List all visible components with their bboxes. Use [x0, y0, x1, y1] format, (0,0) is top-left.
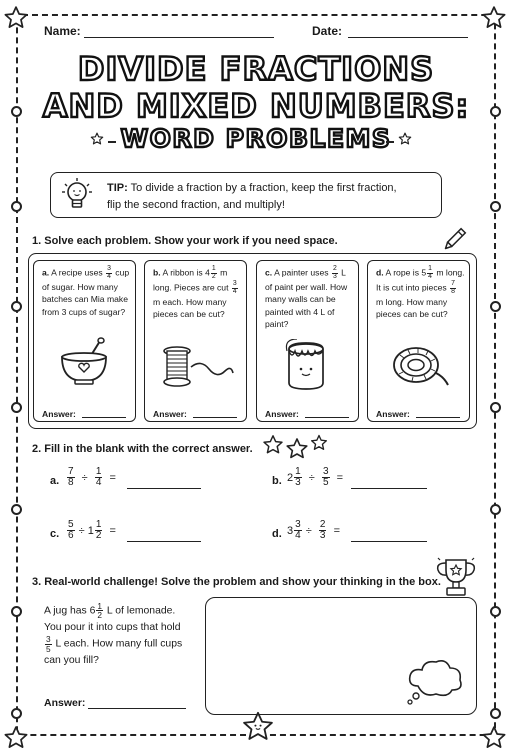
problem-d-text: d. A rope is 5 $\frac{1}{4}$ m long. It is cut into pieces $\frac{7}{8}$ m long. How many pieces can be cut?: [376, 265, 465, 319]
dash-decoration: [108, 141, 116, 143]
ribbon-spool-icon: [161, 345, 235, 389]
dash-decoration: [386, 141, 394, 143]
answer-label: Answer:: [153, 409, 187, 419]
border-hole: [490, 504, 501, 515]
border-hole: [490, 708, 501, 719]
border-hole: [11, 708, 22, 719]
tip-box: [50, 172, 442, 218]
border-hole: [11, 402, 22, 413]
star-icon: [262, 434, 284, 456]
problem-card-a: [33, 260, 136, 422]
title-line-3: WORD PROBLEMS: [120, 124, 392, 153]
tip-text: [107, 180, 437, 214]
problem-b-text: b. A ribbon is 4 $\frac{1}{2}$ m long. Pieces are cut $\frac{3}{4}$ m each. How many pieces can be cut?: [153, 265, 237, 319]
challenge-answer-label: Answer:: [44, 697, 86, 709]
answer-line-b[interactable]: [193, 417, 237, 418]
tip-label: TIP:: [107, 182, 128, 194]
border-hole: [490, 606, 501, 617]
name-label: Name:: [44, 24, 81, 38]
problem-a-text: a. A recipe uses $\frac{3}{4}$ cup of sugar. How many batches can Mia make from 3 cups of sugar?: [42, 265, 130, 317]
star-icon: [3, 725, 29, 751]
smiling-star-icon: [241, 710, 275, 744]
star-icon: [90, 132, 104, 146]
section-1-heading: 1. Solve each problem. Show your work if you need space.: [32, 235, 338, 247]
star-icon: [481, 725, 507, 751]
expression-b: 2 $\frac{1}{3}$ ÷ $\frac{3}{5}$ =: [287, 466, 344, 488]
pencil-icon: [440, 226, 468, 254]
problem-card-d: [367, 260, 470, 422]
border-hole: [490, 201, 501, 212]
title-line-1: DIVIDE FRACTIONS: [77, 50, 435, 88]
bowl-with-spoon-icon: [56, 337, 112, 389]
answer-line-d[interactable]: [416, 417, 460, 418]
paint-can-icon: [283, 339, 329, 391]
challenge-answer-line[interactable]: [88, 708, 186, 709]
challenge-problem-text: A jug has 6 $\frac{1}{2}$ L of lemonade. You pour it into cups that hold $\frac{3}{5}$ L each. How many full cups can you fill?: [44, 601, 183, 667]
star-icon: [398, 132, 412, 146]
border-hole: [11, 201, 22, 212]
item-letter: d.: [272, 528, 282, 540]
item-letter: b.: [272, 475, 282, 487]
answer-label: Answer:: [376, 409, 410, 419]
expression-d: 3 $\frac{3}{4}$ ÷ $\frac{2}{3}$ =: [287, 519, 341, 541]
item-letter: c.: [50, 528, 60, 540]
blank-a[interactable]: [127, 488, 201, 489]
star-icon: [310, 434, 328, 452]
coiled-rope-icon: [390, 343, 450, 389]
item-letter: a.: [50, 475, 60, 487]
answer-label: Answer:: [265, 409, 299, 419]
answer-line-c[interactable]: [305, 417, 349, 418]
section-2-heading: 2. Fill in the blank with the correct answer.: [32, 443, 253, 455]
expression-c: $\frac{5}{6}$ ÷ 1 $\frac{1}{2}$ =: [68, 519, 116, 541]
thought-cloud-icon: [404, 656, 468, 706]
blank-d[interactable]: [351, 541, 427, 542]
tip-line-2: flip the second fraction, and multiply!: [107, 199, 285, 211]
border-hole: [11, 606, 22, 617]
answer-line-a[interactable]: [82, 417, 126, 418]
title-line-2: AND MIXED NUMBERS:: [42, 87, 470, 125]
blank-b[interactable]: [351, 488, 427, 489]
border-hole: [11, 504, 22, 515]
problem-c-text: c. A painter uses $\frac{2}{3}$ L of paint per wall. How many walls can be painted with 4 L of paint?: [265, 265, 348, 330]
tip-line-1: To divide a fraction by a fraction, keep the first fraction,: [130, 182, 397, 194]
border-hole: [11, 301, 22, 312]
border-hole: [490, 301, 501, 312]
date-field[interactable]: [348, 37, 468, 38]
border-hole: [490, 402, 501, 413]
section-3-heading: 3. Real-world challenge! Solve the problem and show your thinking in the box.: [32, 576, 441, 588]
expression-a: $\frac{7}{8}$ ÷ $\frac{1}{4}$ =: [68, 466, 116, 488]
problem-card-c: [256, 260, 359, 422]
star-icon: [481, 5, 507, 31]
blank-c[interactable]: [127, 541, 201, 542]
name-field[interactable]: [84, 37, 274, 38]
lightbulb-icon: [57, 175, 97, 215]
date-label: Date:: [312, 24, 343, 38]
problem-card-b: [144, 260, 247, 422]
answer-label: Answer:: [42, 409, 76, 419]
star-icon: [285, 437, 309, 461]
star-icon: [3, 5, 29, 31]
trophy-icon: [432, 556, 480, 600]
